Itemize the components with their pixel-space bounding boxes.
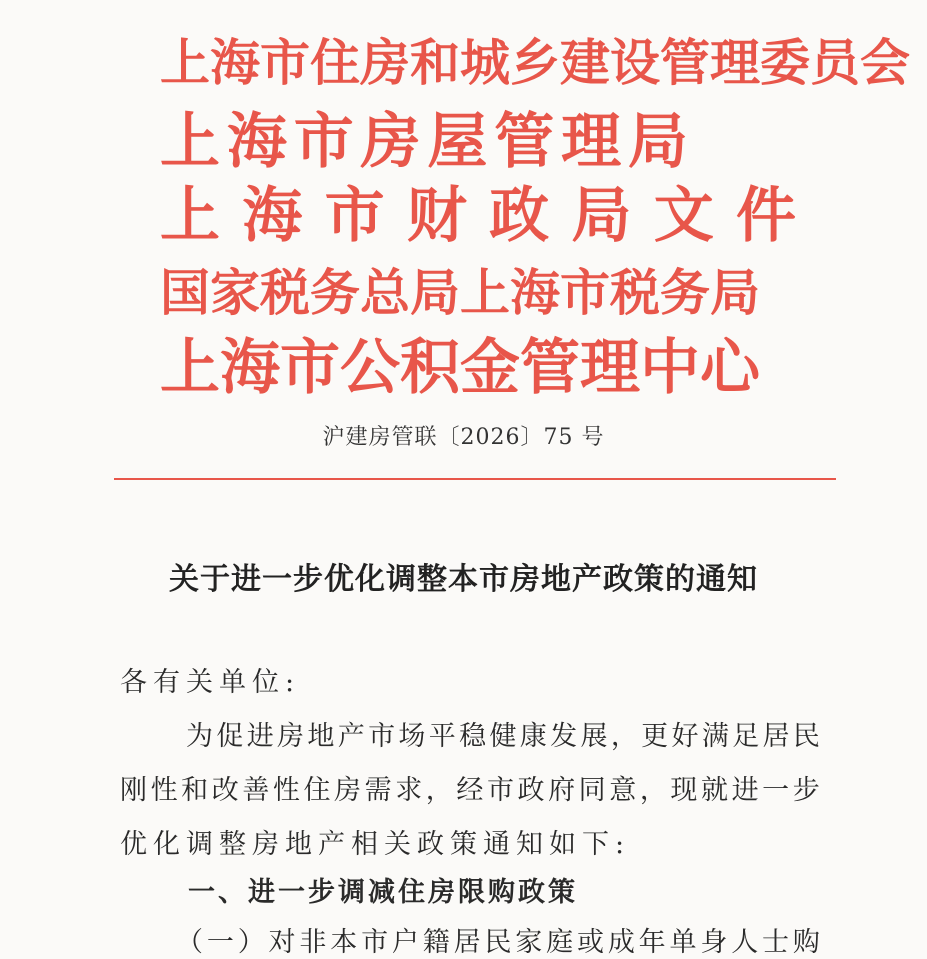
glyph: 地: [307, 721, 335, 752]
glyph: 经: [456, 775, 484, 806]
glyph: 或: [576, 927, 604, 958]
glyph: ，: [639, 775, 667, 806]
glyph: 中: [640, 333, 700, 403]
glyph: 理: [710, 34, 760, 92]
glyph: 康: [519, 721, 547, 752]
glyph: 住: [310, 34, 360, 92]
glyph: 展: [580, 721, 608, 752]
glyph: 居: [762, 721, 790, 752]
salutation: 各有关单位:: [120, 667, 301, 698]
glyph: 海: [242, 181, 303, 251]
glyph: 民: [484, 927, 512, 958]
glyph: 上: [460, 264, 510, 322]
glyph: 局: [410, 264, 460, 322]
glyph: 城: [460, 34, 510, 92]
glyph: 海: [220, 333, 280, 403]
glyph: 上: [160, 34, 210, 92]
glyph: 理: [561, 107, 622, 177]
glyph: 税: [260, 264, 310, 322]
glyph: ）: [237, 927, 265, 958]
glyph: 稳: [459, 721, 487, 752]
glyph: 士: [762, 927, 790, 958]
issuer-line-1: [160, 26, 910, 92]
glyph: 税: [610, 264, 660, 322]
glyph: 屋: [427, 107, 488, 177]
glyph: 健: [489, 721, 517, 752]
glyph: （: [176, 927, 203, 958]
glyph: 市: [486, 775, 514, 806]
glyph: 为: [186, 721, 213, 752]
glyph: 成: [607, 927, 635, 958]
glyph: 局: [710, 264, 760, 322]
glyph: 非: [299, 927, 327, 958]
glyph: 海: [510, 264, 560, 322]
glyph: 局: [571, 181, 632, 251]
glyph: 住: [303, 775, 331, 806]
glyph: 一: [206, 927, 234, 958]
glyph: 金: [460, 333, 520, 403]
glyph: 好: [671, 721, 699, 752]
glyph: 上: [160, 107, 220, 177]
glyph: 市: [293, 107, 354, 177]
glyph: 现: [670, 775, 698, 806]
glyph: 管: [494, 107, 555, 177]
glyph: 需: [364, 775, 392, 806]
glyph: 户: [391, 927, 419, 958]
glyph: 产: [337, 721, 365, 752]
glyph: 建: [560, 34, 610, 92]
glyph: 就: [700, 775, 728, 806]
glyph: 理: [580, 333, 640, 403]
document-title: 关于进一步优化调整本市房地产政策的通知: [169, 562, 758, 597]
glyph: 财: [406, 181, 467, 251]
glyph: 意: [609, 775, 637, 806]
glyph: 政: [489, 181, 550, 251]
glyph: 件: [735, 181, 796, 251]
glyph: 性: [150, 775, 178, 806]
issuer-line-5: [160, 326, 760, 403]
glyph: 市: [368, 721, 396, 752]
glyph: 满: [701, 721, 729, 752]
glyph: 市: [280, 333, 340, 403]
glyph: 和: [410, 34, 460, 92]
section-heading-1: 一、进一步调减住房限购政策: [188, 877, 578, 908]
glyph: 局: [627, 107, 688, 177]
glyph: 性: [272, 775, 300, 806]
issuer-line-3: [160, 174, 796, 251]
glyph: 公: [340, 333, 400, 403]
glyph: 进: [246, 721, 274, 752]
glyph: 单: [669, 927, 697, 958]
glyph: 上: [160, 333, 220, 403]
item-line-1: [176, 920, 820, 959]
glyph: 积: [400, 333, 460, 403]
glyph: 年: [638, 927, 666, 958]
glyph: 改: [211, 775, 239, 806]
glyph: 购: [792, 927, 820, 958]
glyph: 家: [515, 927, 543, 958]
glyph: 一: [762, 775, 790, 806]
glyph: 委: [760, 34, 810, 92]
glyph: 求: [395, 775, 423, 806]
glyph: 庭: [546, 927, 574, 958]
paragraph-line-1: [186, 714, 820, 753]
glyph: 同: [578, 775, 606, 806]
glyph: 刚: [120, 775, 147, 806]
glyph: 促: [216, 721, 244, 752]
glyph: 管: [520, 333, 580, 403]
glyph: 乡: [510, 34, 560, 92]
glyph: 市: [560, 264, 610, 322]
glyph: 步: [792, 775, 820, 806]
issuer-line-2: [160, 100, 688, 177]
glyph: 海: [210, 34, 260, 92]
glyph: 对: [268, 927, 296, 958]
document-number: 沪建房管联〔2026〕75 号: [322, 425, 605, 450]
glyph: 海: [226, 107, 287, 177]
glyph: 市: [324, 181, 385, 251]
glyph: 本: [330, 927, 358, 958]
glyph: 设: [610, 34, 660, 92]
glyph: 国: [160, 264, 210, 322]
glyph: 房: [360, 34, 410, 92]
glyph: 房: [360, 107, 421, 177]
glyph: 籍: [422, 927, 450, 958]
glyph: 会: [860, 34, 910, 92]
glyph: 房: [334, 775, 362, 806]
glyph: 府: [548, 775, 576, 806]
glyph: 市: [361, 927, 389, 958]
glyph: 房: [277, 721, 305, 752]
glyph: 家: [210, 264, 260, 322]
glyph: 足: [732, 721, 760, 752]
glyph: 心: [700, 333, 760, 403]
glyph: 上: [160, 181, 220, 251]
glyph: 居: [453, 927, 481, 958]
glyph: 善: [242, 775, 270, 806]
glyph: 身: [700, 927, 728, 958]
glyph: 务: [660, 264, 710, 322]
glyph: 政: [517, 775, 545, 806]
issuer-line-4: [160, 256, 760, 322]
glyph: 员: [810, 34, 860, 92]
glyph: 民: [792, 721, 820, 752]
paragraph-line-3: 优化调整房地产相关政策通知如下:: [120, 829, 631, 860]
glyph: 发: [550, 721, 578, 752]
glyph: 和: [181, 775, 209, 806]
red-divider: [114, 478, 836, 480]
glyph: 务: [310, 264, 360, 322]
glyph: ，: [610, 721, 638, 752]
glyph: 管: [660, 34, 710, 92]
glyph: 平: [428, 721, 456, 752]
glyph: 市: [260, 34, 310, 92]
glyph: 总: [360, 264, 410, 322]
glyph: 进: [731, 775, 759, 806]
glyph: ，: [425, 775, 453, 806]
glyph: 文: [653, 181, 714, 251]
glyph: 更: [641, 721, 669, 752]
paragraph-line-2: [120, 768, 820, 807]
glyph: 场: [398, 721, 426, 752]
glyph: 人: [731, 927, 759, 958]
